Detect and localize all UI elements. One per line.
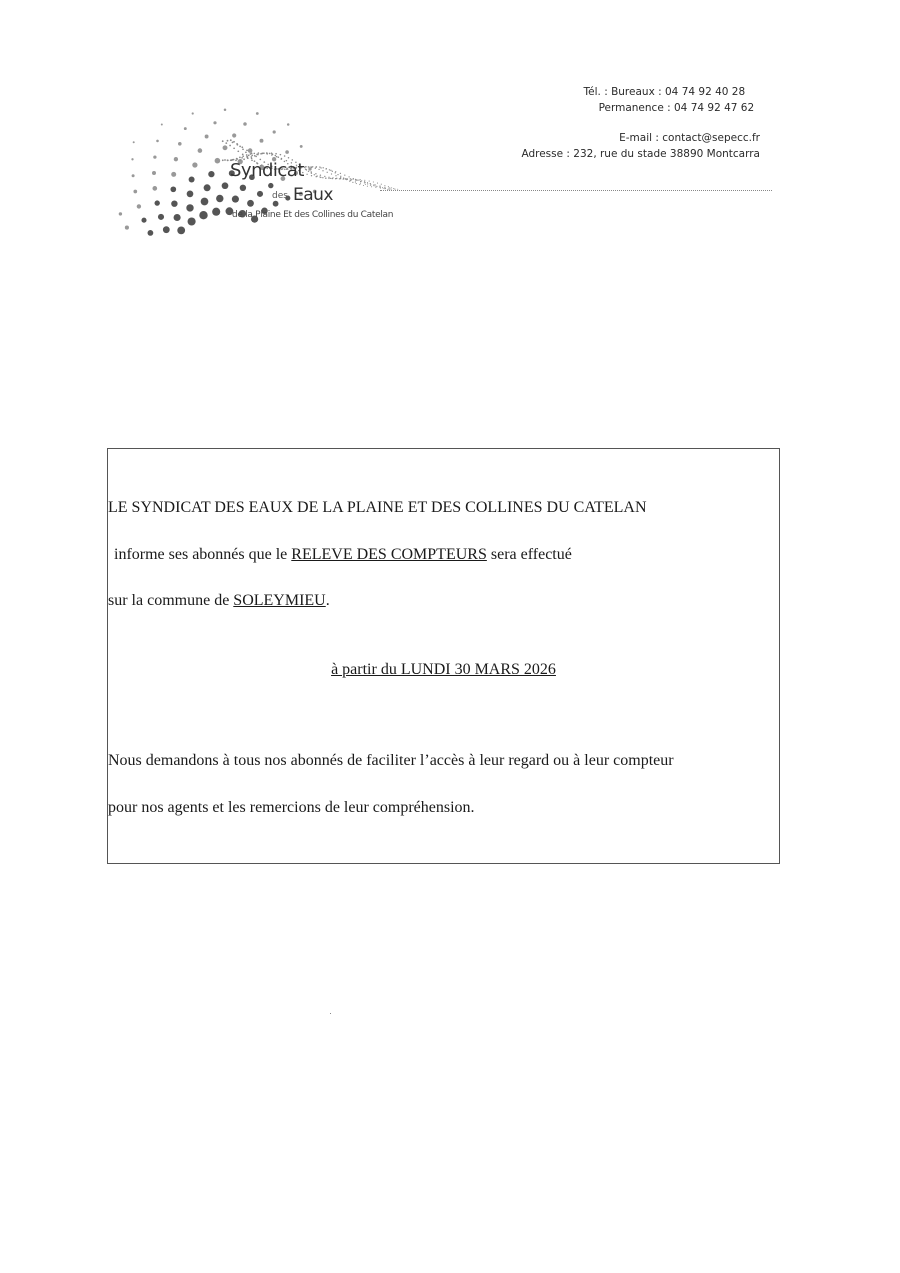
notice-line-5: Nous demandons à tous nos abonnés de faciliter l’accès à leur regard ou à leur compteur xyxy=(108,752,674,769)
contact-block xyxy=(521,84,760,162)
releve-compteurs-text: RELEVE DES COMPTEURS xyxy=(291,546,487,563)
notice-box xyxy=(107,448,780,864)
line3-text-c: . xyxy=(325,592,330,609)
tel-value: 04 74 92 40 28 xyxy=(665,86,746,98)
notice-line-2 xyxy=(114,546,572,564)
notice-line-3 xyxy=(108,592,330,610)
logo-word-eaux: Eaux xyxy=(293,185,333,205)
header-divider xyxy=(380,190,772,191)
logo-word-des: des xyxy=(272,191,288,201)
tel-label: Tél. : Bureaux : xyxy=(583,86,662,98)
commune-name: SOLEYMIEU xyxy=(233,592,326,609)
logo-subtitle: de la Plaine Et des Collines du Catelan xyxy=(232,210,394,220)
contact-permanence xyxy=(521,100,760,116)
contact-email: E-mail : contact@sepecc.fr xyxy=(619,132,760,144)
contact-address: Adresse : 232, rue du stade 38890 Montcarra xyxy=(521,148,760,160)
permanence-value: 04 74 92 47 62 xyxy=(674,102,755,114)
scan-speck xyxy=(330,1013,331,1014)
notice-heading: LE SYNDICAT DES EAUX DE LA PLAINE ET DES COLLINES DU CATELAN xyxy=(108,499,647,516)
line2-text-c: sera effectué xyxy=(486,546,572,563)
permanence-label: Permanence : xyxy=(598,102,671,114)
logo-word-syndicat: Syndicat xyxy=(230,160,304,181)
line3-text-a: sur la commune de xyxy=(108,592,234,609)
syndicat-logo xyxy=(115,80,435,240)
notice-line-6: pour nos agents et les remercions de leur compréhension. xyxy=(108,799,475,816)
line2-text-a: informe ses abonnés que le xyxy=(114,546,292,563)
contact-tel xyxy=(521,84,760,100)
notice-date: à partir du LUNDI 30 MARS 2026 xyxy=(331,661,556,678)
